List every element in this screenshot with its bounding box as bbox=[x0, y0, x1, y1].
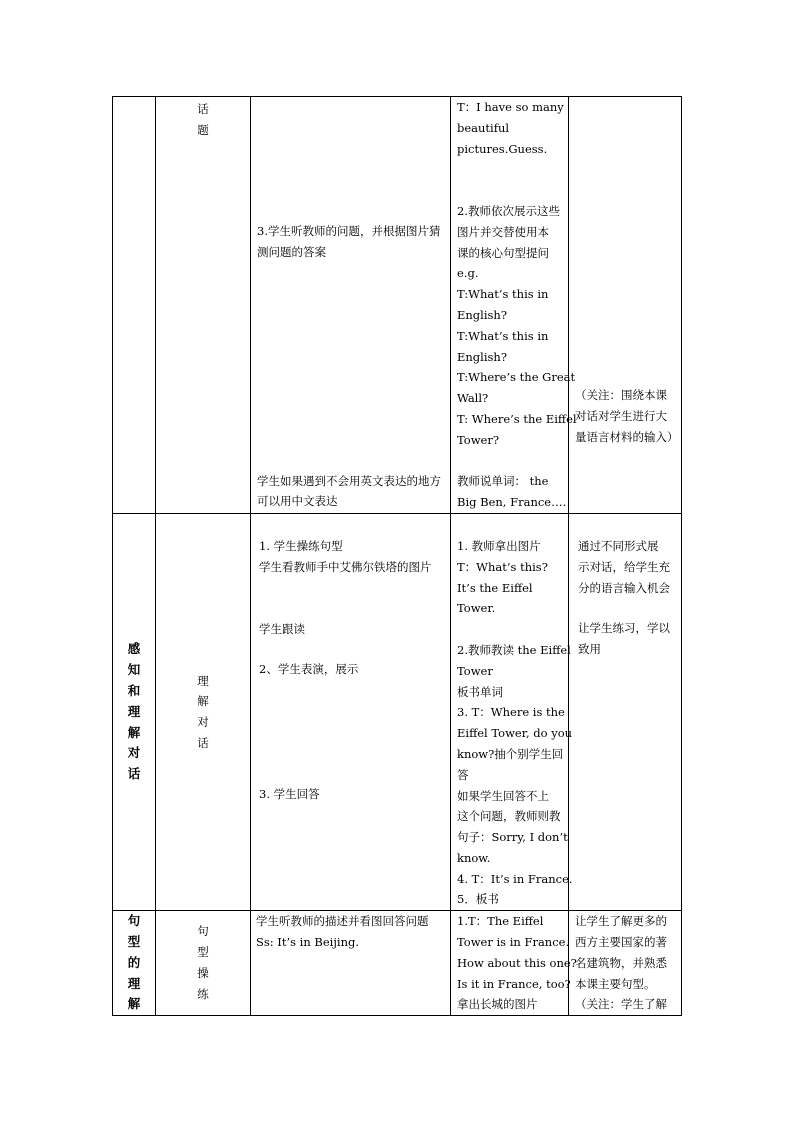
text-line: pictures.Guess. bbox=[457, 141, 548, 156]
table-row bbox=[113, 513, 682, 910]
design-intent-cell bbox=[569, 97, 682, 514]
step-label bbox=[156, 671, 250, 754]
text-line: 5．板书 bbox=[457, 892, 499, 907]
student-activity-cell bbox=[251, 513, 451, 910]
text-line: know. bbox=[457, 850, 491, 865]
text-line: 4. T：It’s in France. bbox=[457, 871, 573, 886]
design-intent-lines bbox=[578, 618, 678, 660]
text-line: （关注：围绕本课 bbox=[575, 388, 667, 402]
vertical-char: 型 bbox=[197, 945, 209, 960]
text-line: Is it in France, too? bbox=[457, 976, 571, 991]
text-line: 本课主要句型。 bbox=[575, 976, 656, 991]
text-line: T: Where’s the Eiffel bbox=[457, 411, 577, 426]
vertical-char: 和 bbox=[127, 682, 141, 698]
lesson-plan-table bbox=[112, 96, 682, 1016]
text-line: Tower bbox=[457, 663, 493, 678]
student-activity-text: 2、学生表演，展示 bbox=[259, 662, 359, 677]
table-row bbox=[113, 97, 682, 514]
stage-cell bbox=[113, 97, 156, 514]
text-line: 3. T：Where is the bbox=[457, 705, 565, 720]
student-activity-text: 学生跟读 bbox=[259, 621, 305, 636]
text-line: 课的核心句型提问 bbox=[457, 245, 549, 260]
step-label bbox=[156, 911, 250, 1004]
text-line: 板书单词 bbox=[457, 684, 503, 699]
text-line: beautiful bbox=[457, 120, 510, 135]
vertical-char: 操 bbox=[197, 965, 209, 980]
design-intent-cell bbox=[569, 911, 682, 1016]
design-intent-lines bbox=[569, 911, 681, 1015]
student-activity-text: 1. 学生操练句型 bbox=[259, 538, 343, 553]
vertical-char: 理 bbox=[127, 975, 141, 991]
vertical-char: 对 bbox=[197, 715, 209, 730]
vertical-char: 型 bbox=[127, 934, 141, 950]
text-line: 这个问题，教师则教 bbox=[457, 809, 561, 824]
vertical-char: 句 bbox=[197, 924, 209, 939]
text-line: It’s the Eiffel bbox=[457, 580, 533, 595]
vertical-char: 知 bbox=[127, 662, 141, 678]
vertical-char: 练 bbox=[197, 986, 209, 1001]
text-line bbox=[457, 159, 565, 180]
vertical-char: 的 bbox=[127, 954, 141, 970]
text-line: T:What’s this in bbox=[457, 287, 549, 302]
text-line: Big Ben, France…. bbox=[457, 495, 567, 510]
text-line: 如果学生回答不上 bbox=[457, 788, 549, 803]
teacher-activity-cell bbox=[451, 513, 573, 910]
stage-label bbox=[113, 639, 155, 785]
text-line: Wall? bbox=[457, 391, 489, 406]
text-line: 示对话，给学生充 bbox=[578, 559, 670, 574]
text-line: 通过不同形式展 bbox=[578, 538, 659, 553]
table-row bbox=[113, 911, 682, 1016]
text-line: 西方主要国家的著 bbox=[575, 935, 667, 950]
text-line bbox=[457, 180, 565, 201]
vertical-char: 题 bbox=[197, 122, 209, 137]
student-activity-cell bbox=[251, 911, 451, 1016]
text-line: 1.T：The Eiffel bbox=[457, 914, 544, 929]
teacher-activity-cell bbox=[451, 97, 577, 514]
design-intent-lines bbox=[578, 536, 678, 598]
stage-cell bbox=[113, 911, 156, 1016]
text-line: know?抽个别学生回 bbox=[457, 746, 564, 761]
text-line: 2.教师依次展示这些 bbox=[457, 203, 560, 218]
text-line: English? bbox=[457, 349, 507, 364]
text-line: English? bbox=[457, 307, 507, 322]
text-line: T：I have so many bbox=[457, 100, 564, 114]
text-line: 名建筑物，并熟悉 bbox=[575, 955, 667, 970]
text-line: 1. 教师拿出图片 bbox=[457, 538, 541, 553]
text-line: 句子：Sorry, I don’t bbox=[457, 830, 568, 845]
teacher-activity-lines bbox=[451, 911, 577, 1015]
text-line: e.g. bbox=[457, 266, 479, 281]
text-line bbox=[457, 619, 565, 640]
student-activity-text: 学生听教师的描述并看图回答问题 bbox=[256, 914, 429, 929]
student-activity-text: 学生看教师手中艾佛尔铁塔的图片 bbox=[259, 559, 432, 574]
vertical-char: 话 bbox=[127, 766, 141, 782]
vertical-char: 对 bbox=[127, 745, 141, 761]
vertical-char: 感 bbox=[127, 641, 141, 657]
text-line: T:What’s this in bbox=[457, 328, 549, 343]
text-line: 分的语言输入机会 bbox=[578, 580, 670, 595]
student-activity-text: 3.学生听教师的问题，并根据图片猜测问题的答案 bbox=[257, 224, 441, 259]
text-line: T:Where’s the Great bbox=[457, 370, 576, 385]
step-cell bbox=[156, 513, 251, 910]
text-line: Eiffel Tower, do you bbox=[457, 726, 573, 741]
student-activity-text: Ss: It’s in Beijing. bbox=[256, 935, 360, 950]
student-activity-cell bbox=[251, 97, 451, 514]
vertical-char: 理 bbox=[127, 703, 141, 719]
stage-label bbox=[113, 911, 155, 1015]
text-line: 答 bbox=[457, 767, 469, 782]
teacher-activity-lines bbox=[451, 514, 573, 910]
design-intent-cell bbox=[569, 513, 682, 910]
vertical-char: 话 bbox=[197, 102, 209, 116]
text-line: 让学生了解更多的 bbox=[575, 914, 667, 929]
text-line: Tower is in France. bbox=[457, 935, 570, 950]
text-line bbox=[457, 451, 565, 472]
teacher-activity-lines bbox=[451, 97, 577, 513]
text-line: 教师说单词： the bbox=[457, 474, 549, 489]
text-line: 量语言材料的输入） bbox=[575, 429, 679, 444]
step-cell bbox=[156, 911, 251, 1016]
vertical-char: 理 bbox=[197, 673, 209, 688]
student-activity-text: 3. 学生回答 bbox=[259, 787, 320, 802]
vertical-char: 解 bbox=[127, 996, 141, 1012]
stage-cell bbox=[113, 513, 156, 910]
text-line: 致用 bbox=[578, 642, 601, 657]
text-line: T：What’s this? bbox=[457, 559, 548, 574]
vertical-char: 解 bbox=[197, 694, 209, 709]
teacher-activity-cell bbox=[451, 911, 577, 1016]
student-activity-text: 学生如果遇到不会用英文表达的地方可以用中文表达 bbox=[257, 473, 441, 509]
text-line: 让学生练习，学以 bbox=[578, 621, 670, 636]
text-line: 2.教师教读 the Eiffel bbox=[457, 642, 571, 657]
vertical-char: 话 bbox=[197, 735, 209, 750]
text-line: 对话对学生进行大 bbox=[575, 408, 667, 423]
text-line: Tower. bbox=[457, 601, 496, 616]
text-line: Tower? bbox=[457, 432, 500, 447]
text-line: 图片并交替使用本 bbox=[457, 224, 549, 239]
step-cell bbox=[156, 97, 251, 514]
vertical-char: 解 bbox=[127, 724, 141, 740]
vertical-char: 句 bbox=[127, 913, 141, 929]
text-line: 拿出长城的图片 bbox=[457, 997, 538, 1012]
text-line: （关注：学生了解 bbox=[575, 997, 667, 1012]
text-line: How about this one? bbox=[457, 955, 577, 970]
design-intent-lines bbox=[569, 97, 681, 447]
